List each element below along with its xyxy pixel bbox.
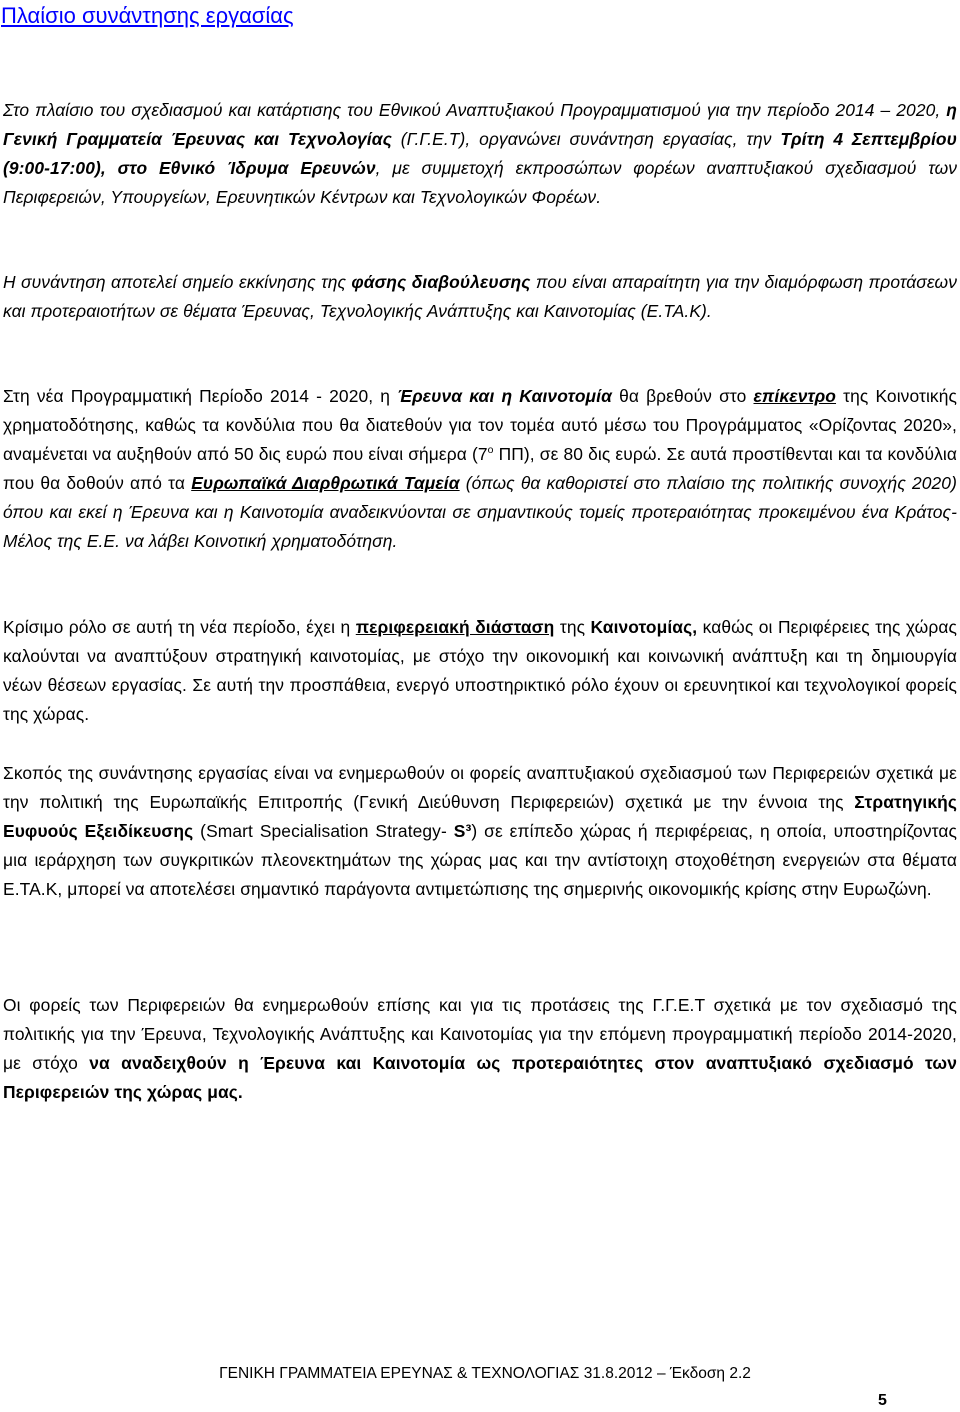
intro-text-1: Στο πλαίσιο του σχεδιασμού και κατάρτισης του Εθνικού Αναπτυξιακού Προγραμματισμού για την περίοδο 2014 – 2020,	[3, 100, 947, 120]
purpose-text-2: (Smart Specialisation Strategy-	[193, 821, 454, 841]
intro-date-venue: Τρίτη 4 Σεπτεμβρίου (9:00-17:00), στο Εθνικό Ίδρυμα Ερευνών	[3, 129, 957, 178]
footer-text: ΓΕΝΙΚΗ ΓΡΑΜΜΑΤΕΙΑ ΕΡΕΥΝΑΣ & ΤΕΧΝΟΛΟΓΙΑΣ 31.8.2012 – Έκδοση 2.2	[219, 1365, 751, 1382]
consultation-text-1: Η συνάντηση αποτελεί σημείο εκκίνησης της	[3, 272, 352, 292]
page-number: 5	[878, 1392, 887, 1409]
proposals-text-1: Οι φορείς των Περιφερειών θα ενημερωθούν επίσης και για τις προτάσεις της Γ.Γ.Ε.Τ σχετικά με τον σχεδιασμό της πολιτικής για την Έρευνα, Τεχνολογικής Ανάπτυξης και Καινοτομίας για την επόμενη προγραμματική περίοδο 2014-2020, με στόχο	[3, 995, 957, 1073]
s3-emphasis: S³	[453, 821, 472, 841]
regional-text-2: της	[554, 617, 591, 637]
research-innovation-emphasis: Έρευνα και η Καινοτομία	[397, 386, 612, 406]
epicenter-emphasis: επίκεντρο	[753, 386, 837, 406]
ordinal-superscript: ο	[487, 445, 494, 457]
proposals-goal-emphasis: να αναδειχθούν η Έρευνα και Καινοτομία ως προτεραιότητες στον αναπτυξιακό σχεδιασμό των Περιφερειών της χώρας μας.	[3, 1053, 957, 1102]
intro-text-2: (Γ.Γ.Ε.Τ), οργανώνει συνάντηση εργασίας, την	[391, 129, 781, 149]
regional-dimension-paragraph	[3, 613, 957, 729]
purpose-paragraph	[3, 759, 957, 904]
regional-dimension-emphasis: περιφερειακή διάσταση	[355, 617, 555, 637]
regional-text-3: καθώς οι Περιφέρειες της χώρας καλούνται να αναπτύξουν στρατηγική καινοτομίας, με στόχο την οικονομική και κοινωνική ανάπτυξη και τη δημιουργία νέων θέσεων εργασίας. Σε αυτή την προσπάθεια, ενεργό υποστηρικτικό ρόλο έχουν οι ερευνητικοί και τεχνολογικοί φορείς της χώρας.	[3, 617, 957, 724]
intro-organizer: η Γενική Γραμματεία Έρευνας και Τεχνολογίας	[3, 100, 957, 149]
innovation-emphasis: Καινοτομίας,	[590, 617, 698, 637]
consultation-phase: φάσης διαβούλευσης	[351, 272, 531, 292]
proposals-paragraph	[3, 991, 957, 1107]
purpose-text-1: Σκοπός της συνάντησης εργασίας είναι να ενημερωθούν οι φορείς αναπτυξιακού σχεδιασμού των Περιφερειών σχετικά με την πολιτική της Ευρωπαϊκής Επιτροπής (Γενική Διεύθυνση Περιφερειών) σχετικά με την έννοια της	[3, 763, 957, 812]
page-footer	[0, 1364, 960, 1384]
programming-text-4: ΠΠ), σε 80 δις ευρώ. Σε αυτά προστίθενται και τα κονδύλια που θα δοθούν από τα	[3, 444, 957, 493]
structural-funds-emphasis: Ευρωπαϊκά Διαρθρωτικά Ταμεία	[191, 473, 460, 493]
smart-specialisation-emphasis: Στρατηγικής Ευφυούς Εξειδίκευσης	[3, 792, 957, 841]
programming-text-3: της Κοινοτικής χρηματοδότησης, καθώς τα κονδύλια που θα διατεθούν για τον τομέα αυτό μέσω του Προγράμματος «Ορίζοντας 2020», αναμένεται να αυξηθούν από 50 δις ευρώ που είναι σήμερα (7	[3, 386, 957, 464]
regional-text-1: Κρίσιμο ρόλο σε αυτή τη νέα περίοδο, έχει η	[3, 617, 356, 637]
programming-text-5: (όπως θα καθοριστεί στο πλαίσιο της πολιτικής συνοχής 2020) όπου και εκεί η Έρευνα και η Καινοτομία αναδεικνύονται σε σημαντικούς τομείς προτεραιότητας προκειμένου ένα Κράτος-Μέλος της Ε.Ε. να λάβει Κοινοτική χρηματοδότηση.	[3, 473, 957, 551]
intro-paragraph	[3, 96, 957, 212]
programming-text-2: θα βρεθούν στο	[611, 386, 754, 406]
programming-period-paragraph	[3, 382, 957, 556]
purpose-text-3: ) σε επίπεδο χώρας ή περιφέρειας, η οποία, υποστηρίζοντας μια ιεράρχηση των συγκριτικών πλεονεκτημάτων της χώρας μας και την αντίστοιχη στοχοθέτηση ενεργειών στα θέματα Ε.ΤΑ.Κ, μπορεί να αποτελέσει σημαντικό παράγοντα αντιμετώπισης της σημερινής οικονομικής κρίσης στην Ευρωζώνη.	[3, 821, 957, 899]
consultation-paragraph	[3, 268, 957, 326]
programming-text-1: Στη νέα Προγραμματική Περίοδο 2014 - 2020, η	[3, 386, 398, 406]
page-title: Πλαίσιο συνάντησης εργασίας	[1, 3, 294, 28]
intro-text-3: , με συμμετοχή εκπροσώπων φορέων αναπτυξιακού σχεδιασμού των Περιφερειών, Υπουργείων, Ερευνητικών Κέντρων και Τεχνολογικών Φορέων.	[3, 158, 958, 207]
consultation-text-2: που είναι απαραίτητη για την διαμόρφωση προτάσεων και προτεραιοτήτων σε θέματα Έρευνας, Τεχνολογικής Ανάπτυξης και Καινοτομίας (Ε.ΤΑ.Κ).	[3, 272, 957, 321]
